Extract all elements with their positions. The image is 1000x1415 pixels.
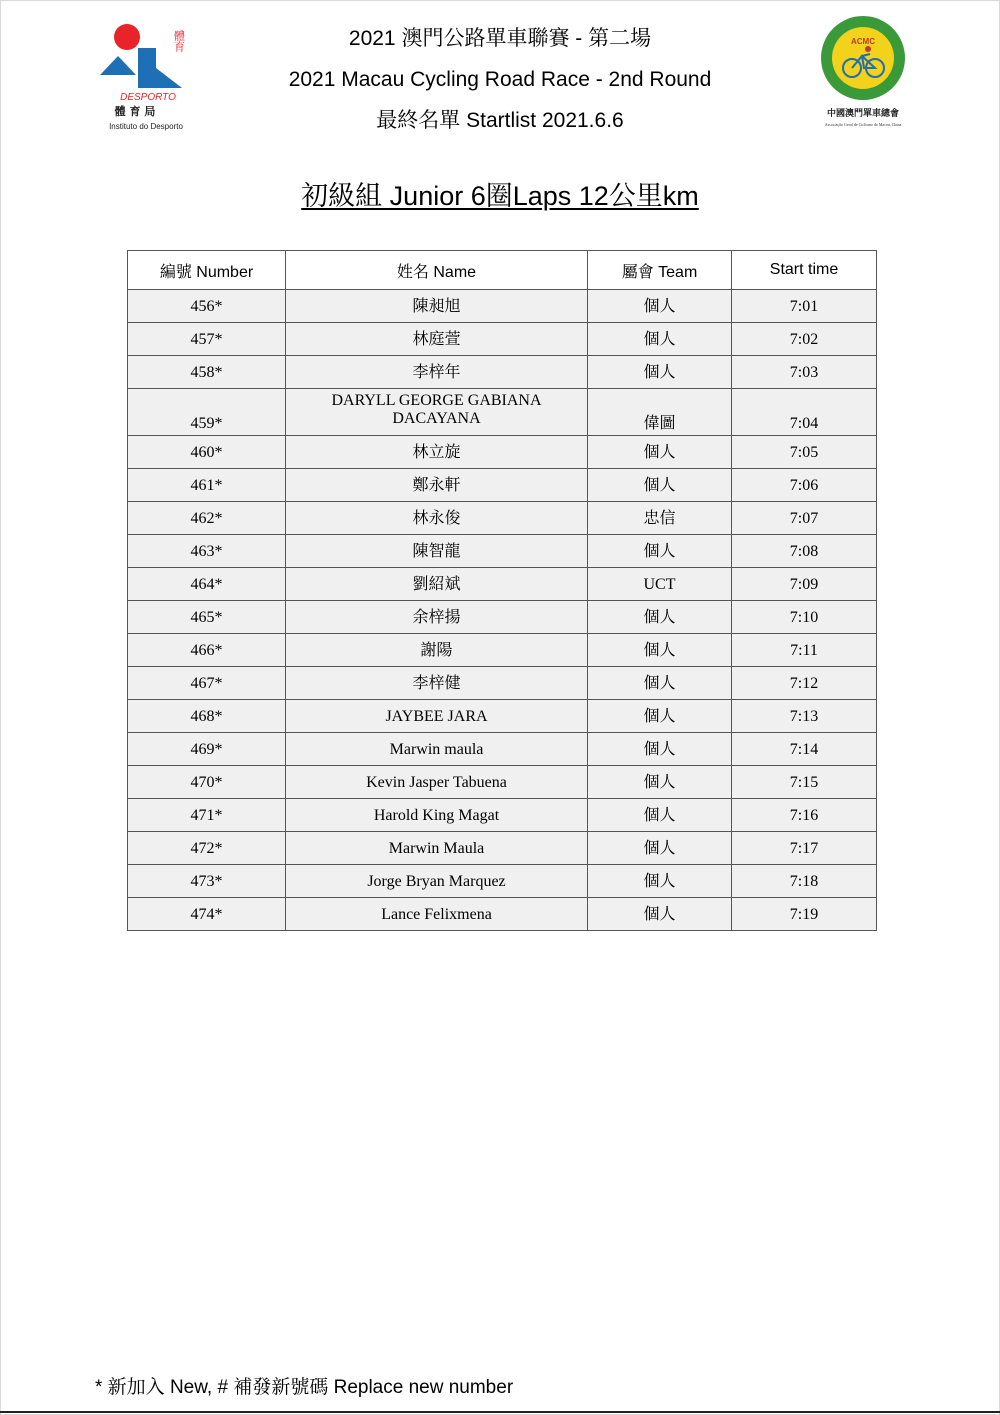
table-row: [128, 568, 877, 601]
rider-team: 個人: [588, 356, 732, 389]
rider-number: 469*: [128, 733, 286, 766]
rider-start-time: 7:17: [732, 832, 877, 865]
rider-name: Kevin Jasper Tabuena: [286, 766, 588, 799]
rider-number: 460*: [128, 436, 286, 469]
rider-number: 462*: [128, 502, 286, 535]
table-row: [128, 469, 877, 502]
rider-team: 個人: [588, 323, 732, 356]
rider-team: 個人: [588, 634, 732, 667]
acmc-portuguese-name: Associação Geral de Ciclismo de Macau, China: [824, 122, 902, 127]
acmc-rider-head: [865, 46, 871, 52]
rider-start-time: 7:12: [732, 667, 877, 700]
table-row: [128, 700, 877, 733]
bottom-rule: [0, 1411, 1000, 1413]
acmc-logo: [812, 14, 914, 130]
table-row: [128, 766, 877, 799]
rider-team: UCT: [588, 568, 732, 601]
rider-name: 林立旋: [286, 436, 588, 469]
rider-team: 個人: [588, 766, 732, 799]
table-row: [128, 389, 877, 436]
rider-start-time: 7:06: [732, 469, 877, 502]
rider-team: 個人: [588, 733, 732, 766]
category-title: 初級組 Junior 6圈Laps 12公里km: [301, 181, 699, 211]
rider-number: 470*: [128, 766, 286, 799]
column-header-number: 編號 Number: [128, 251, 286, 290]
column-header-name: 姓名 Name: [286, 251, 588, 290]
column-header-start-time: Start time: [732, 251, 877, 290]
rider-name-line-2: DACAYANA: [392, 410, 481, 427]
rider-start-time: 7:14: [732, 733, 877, 766]
table-row: [128, 535, 877, 568]
rider-team: 個人: [588, 469, 732, 502]
rider-start-time: 7:01: [732, 290, 877, 323]
rider-team: 個人: [588, 799, 732, 832]
rider-number: 467*: [128, 667, 286, 700]
table-row: [128, 865, 877, 898]
table-row: [128, 898, 877, 931]
rider-name: 林永俊: [286, 502, 588, 535]
rider-team: 忠信: [588, 502, 732, 535]
rider-team: 個人: [588, 832, 732, 865]
document-header: [200, 18, 800, 141]
table-row: [128, 356, 877, 389]
rider-team: 個人: [588, 700, 732, 733]
rider-start-time: 7:19: [732, 898, 877, 931]
rider-number: 461*: [128, 469, 286, 502]
rider-start-time: 7:02: [732, 323, 877, 356]
table-row: [128, 601, 877, 634]
header-line-3: 最終名單 Startlist 2021.6.6: [376, 109, 624, 132]
rider-number: 466*: [128, 634, 286, 667]
table-row: [128, 733, 877, 766]
header-line-2: 2021 Macau Cycling Road Race - 2nd Round: [288, 68, 712, 91]
rider-start-time: 7:16: [732, 799, 877, 832]
rider-start-time: 7:13: [732, 700, 877, 733]
rider-number: 472*: [128, 832, 286, 865]
rider-name: 陳智龍: [286, 535, 588, 568]
rider-team: 個人: [588, 865, 732, 898]
table-row: [128, 323, 877, 356]
logo-portuguese-name: Instituto do Desporto: [109, 122, 183, 131]
rider-start-time: 7:05: [732, 436, 877, 469]
rider-team: 個人: [588, 898, 732, 931]
rider-start-time: 7:07: [732, 502, 877, 535]
footnote: * 新加入 New, # 補發新號碼 Replace new number: [95, 1377, 514, 1398]
logo-mark-text: 體育: [172, 30, 186, 52]
rider-name: 余梓揚: [286, 601, 588, 634]
table-row: [128, 290, 877, 323]
rider-team: 個人: [588, 290, 732, 323]
rider-number: 459*: [128, 389, 286, 436]
rider-name: 鄭永軒: [286, 469, 588, 502]
table-row: [128, 634, 877, 667]
table-header-row: [128, 251, 877, 290]
rider-team: 個人: [588, 601, 732, 634]
rider-number: 457*: [128, 323, 286, 356]
rider-number: 458*: [128, 356, 286, 389]
rider-start-time: 7:10: [732, 601, 877, 634]
rider-number: 471*: [128, 799, 286, 832]
rider-name: JAYBEE JARA: [286, 700, 588, 733]
rider-start-time: 7:18: [732, 865, 877, 898]
header-line-1: 2021 澳門公路單車聯賽 - 第二場: [348, 27, 652, 50]
column-header-team: 屬會 Team: [588, 251, 732, 290]
rider-name: Jorge Bryan Marquez: [286, 865, 588, 898]
table-row: [128, 502, 877, 535]
instituto-do-desporto-logo: [96, 22, 200, 134]
rider-number: 463*: [128, 535, 286, 568]
rider-name: 林庭萱: [286, 323, 588, 356]
rider-number: 464*: [128, 568, 286, 601]
rider-start-time: 7:03: [732, 356, 877, 389]
table-row: [128, 667, 877, 700]
rider-number: 468*: [128, 700, 286, 733]
rider-number: 474*: [128, 898, 286, 931]
rider-name: 李梓年: [286, 356, 588, 389]
rider-number: 473*: [128, 865, 286, 898]
table-row: [128, 799, 877, 832]
logo-brand-text: DESPORTO: [120, 92, 176, 103]
rider-start-time: 7:08: [732, 535, 877, 568]
acmc-badge-text: ACMC: [851, 37, 875, 46]
rider-name: Harold King Magat: [286, 799, 588, 832]
rider-start-time: 7:09: [732, 568, 877, 601]
rider-start-time: 7:11: [732, 634, 877, 667]
rider-name: Marwin Maula: [286, 832, 588, 865]
table-row: [128, 436, 877, 469]
rider-name-line-1: DARYLL GEORGE GABIANA: [331, 392, 542, 409]
rider-name: Marwin maula: [286, 733, 588, 766]
logo-blue-shape-right: [156, 68, 182, 88]
acmc-chinese-name: 中國澳門單車總會: [826, 109, 900, 119]
rider-team: 個人: [588, 436, 732, 469]
rider-name: Lance Felixmena: [286, 898, 588, 931]
startlist-table: [127, 250, 877, 931]
rider-name: 陳昶旭: [286, 290, 588, 323]
rider-team: 偉圖: [588, 389, 732, 436]
rider-name: 李梓健: [286, 667, 588, 700]
rider-name: 謝陽: [286, 634, 588, 667]
rider-name: [286, 389, 588, 436]
rider-name: 劉紹斌: [286, 568, 588, 601]
rider-start-time: 7:04: [732, 389, 877, 436]
rider-number: 456*: [128, 290, 286, 323]
rider-team: 個人: [588, 535, 732, 568]
table-row: [128, 832, 877, 865]
rider-number: 465*: [128, 601, 286, 634]
logo-chinese-name: 體 育 局: [114, 105, 156, 118]
rider-team: 個人: [588, 667, 732, 700]
logo-red-sun: [114, 24, 140, 50]
rider-start-time: 7:15: [732, 766, 877, 799]
